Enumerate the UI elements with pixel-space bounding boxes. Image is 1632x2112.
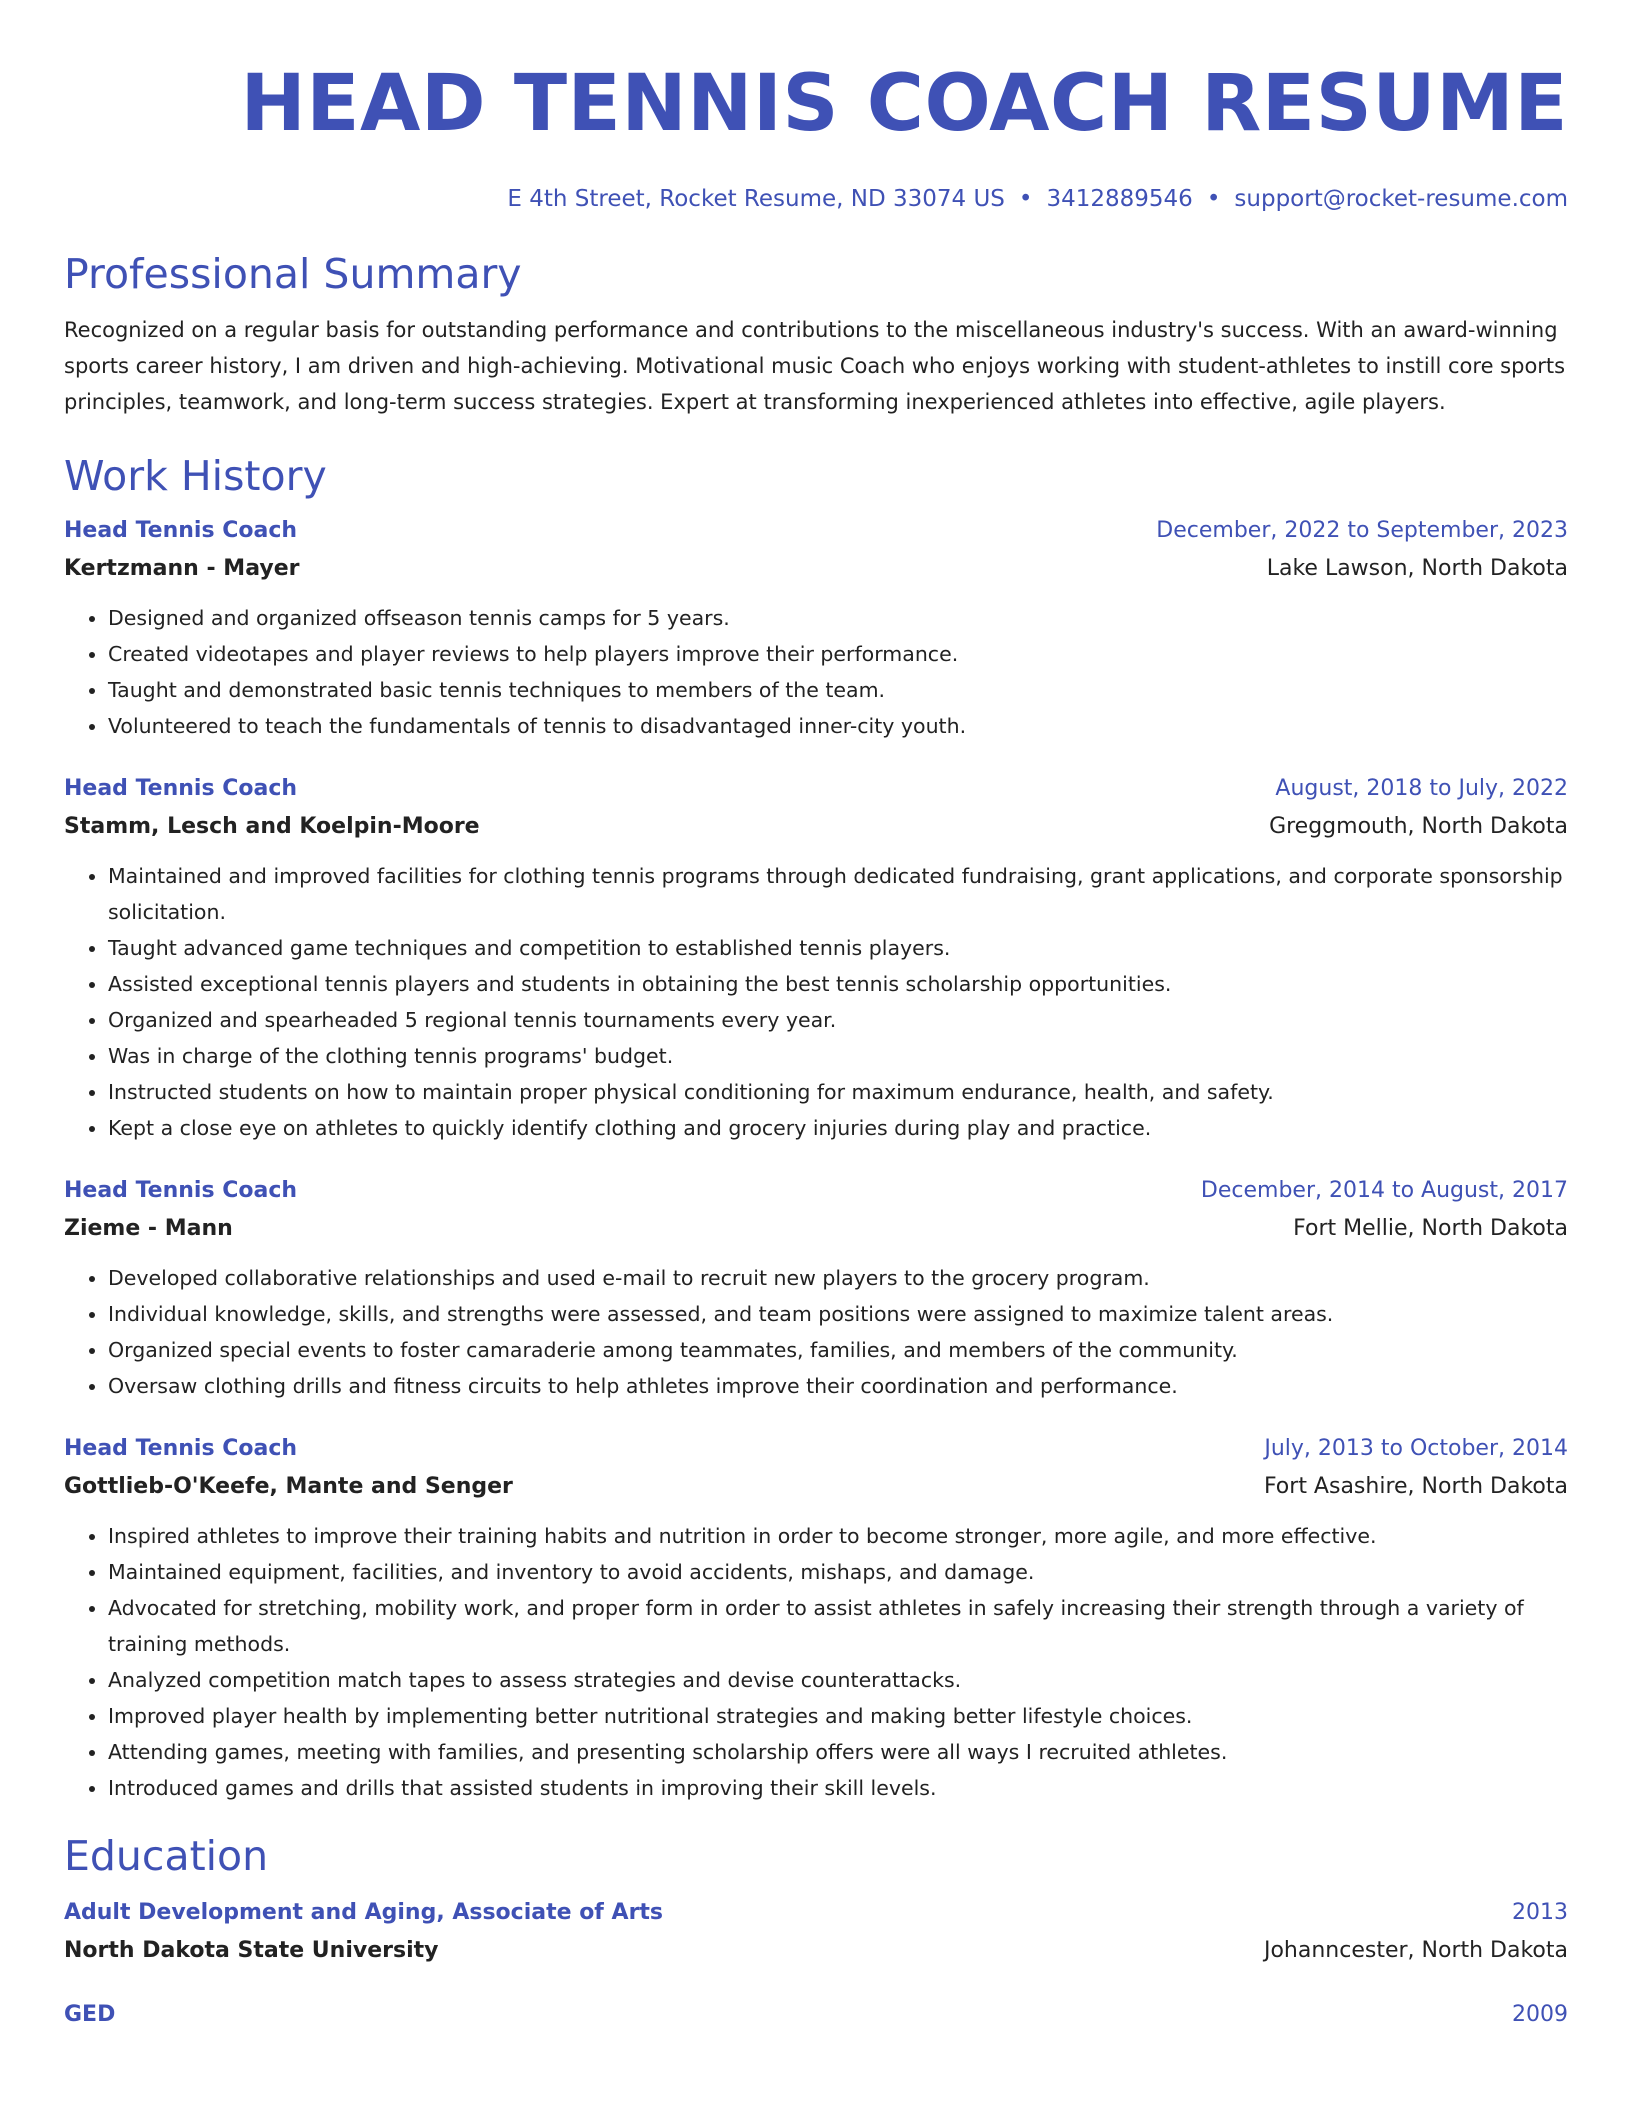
graduation-year: 2009 <box>1512 2002 1568 2027</box>
degree: Adult Development and Aging, Associate of Arts <box>64 1900 664 1925</box>
bullet-item: • Taught advanced game techniques and competition to established tennis players. <box>108 930 1568 966</box>
bullet-item: • Oversaw clothing drills and fitness circuits to help athletes improve their coordination and performance. <box>108 1368 1568 1404</box>
bullet-item: • Inspired athletes to improve their training habits and nutrition in order to become stronger, more agile, and more effective. <box>108 1518 1568 1554</box>
school-location: Johanncester, North Dakota <box>1263 1938 1568 1963</box>
company-name: Kertzmann - Mayer <box>64 556 300 581</box>
job-title: Head Tennis Coach <box>64 1436 298 1461</box>
job-dates: July, 2013 to October, 2014 <box>1264 1436 1568 1461</box>
section-title-summary: Professional Summary <box>64 250 522 298</box>
graduation-year: 2013 <box>1512 1900 1568 1925</box>
bullet-item: • Developed collaborative relationships and used e-mail to recruit new players to the grocery program. <box>108 1260 1568 1296</box>
bullet-item: • Organized special events to foster camaraderie among teammates, families, and members of the community. <box>108 1332 1568 1368</box>
bullet-item: • Attending games, meeting with families, and presenting scholarship offers were all ways I recruited athletes. <box>108 1734 1568 1770</box>
job-entry <box>64 1430 1568 1806</box>
job-bullets <box>64 1518 1568 1806</box>
job-bullets <box>64 1260 1568 1404</box>
section-title-work-history: Work History <box>64 452 327 500</box>
job-location: Greggmouth, North Dakota <box>1269 814 1568 839</box>
resume-header <box>64 0 1568 216</box>
bullet-item: • Created videotapes and player reviews to help players improve their performance. <box>108 636 1568 672</box>
degree: GED <box>64 2002 116 2027</box>
phone: 3412889546 <box>1046 186 1193 212</box>
job-dates: December, 2022 to September, 2023 <box>1156 518 1568 543</box>
bullet-item: • Taught and demonstrated basic tennis techniques to members of the team. <box>108 672 1568 708</box>
bullet-item: • Individual knowledge, skills, and strengths were assessed, and team positions were assigned to maximize talent areas. <box>108 1296 1568 1332</box>
job-dates: August, 2018 to July, 2022 <box>1275 776 1568 801</box>
job-bullets <box>64 600 1568 744</box>
resume-title: HEAD TENNIS COACH RESUME <box>240 59 1568 149</box>
email-link[interactable]: support@rocket-resume.com <box>1234 186 1568 212</box>
job-title: Head Tennis Coach <box>64 1178 298 1203</box>
bullet-item: • Improved player health by implementing better nutritional strategies and making better lifestyle choices. <box>108 1698 1568 1734</box>
bullet-item: • Maintained equipment, facilities, and inventory to avoid accidents, mishaps, and damage. <box>108 1554 1568 1590</box>
education-entry <box>64 1996 1568 2034</box>
bullet-item: • Instructed students on how to maintain proper physical conditioning for maximum endurance, health, and safety. <box>108 1074 1568 1110</box>
bullet-item: • Maintained and improved facilities for clothing tennis programs through dedicated fundraising, grant applications, and corporate sponsorship solicitation. <box>108 858 1568 930</box>
job-entry <box>64 512 1568 744</box>
bullet-item: • Advocated for stretching, mobility work, and proper form in order to assist athletes in safely increasing their strength through a variety of training methods. <box>108 1590 1568 1662</box>
bullet-item: • Kept a close eye on athletes to quickly identify clothing and grocery injuries during play and practice. <box>108 1110 1568 1146</box>
separator-dot: • <box>1018 186 1033 212</box>
school-name: North Dakota State University <box>64 1938 439 1963</box>
job-location: Lake Lawson, North Dakota <box>1266 556 1568 581</box>
bullet-item: • Designed and organized offseason tennis camps for 5 years. <box>108 600 1568 636</box>
job-entry <box>64 1172 1568 1404</box>
bullet-item: • Volunteered to teach the fundamentals of tennis to disadvantaged inner-city youth. <box>108 708 1568 744</box>
job-dates: December, 2014 to August, 2017 <box>1200 1178 1568 1203</box>
summary-text: Recognized on a regular basis for outstanding performance and contributions to the miscellaneous industry's success. With an award-winning sports career history, I am driven and high-achieving. Motivational music Coach who enjoys working with student-athletes to instill core sports principles, teamwork, and long-term success strategies. Expert at transforming inexperienced athletes into effective, agile players. <box>64 318 1566 414</box>
separator-dot: • <box>1206 186 1221 212</box>
bullet-item: • Analyzed competition match tapes to assess strategies and devise counterattacks. <box>108 1662 1568 1698</box>
bullet-item: • Assisted exceptional tennis players and students in obtaining the best tennis scholarship opportunities. <box>108 966 1568 1002</box>
job-bullets <box>64 858 1568 1146</box>
bullet-item: • Was in charge of the clothing tennis programs' budget. <box>108 1038 1568 1074</box>
company-name: Gottlieb-O'Keefe, Mante and Senger <box>64 1474 513 1499</box>
contact-line <box>64 182 1568 216</box>
job-title: Head Tennis Coach <box>64 518 298 543</box>
job-title: Head Tennis Coach <box>64 776 298 801</box>
section-title-education: Education <box>64 1832 269 1880</box>
bullet-item: • Organized and spearheaded 5 regional tennis tournaments every year. <box>108 1002 1568 1038</box>
job-location: Fort Asashire, North Dakota <box>1263 1474 1568 1499</box>
job-location: Fort Mellie, North Dakota <box>1293 1216 1568 1241</box>
company-name: Stamm, Lesch and Koelpin-Moore <box>64 814 480 839</box>
bullet-item: • Introduced games and drills that assisted students in improving their skill levels. <box>108 1770 1568 1806</box>
company-name: Zieme - Mann <box>64 1216 233 1241</box>
education-entry <box>64 1894 1568 1970</box>
job-entry <box>64 770 1568 1146</box>
address: E 4th Street, Rocket Resume, ND 33074 US <box>507 186 1005 212</box>
